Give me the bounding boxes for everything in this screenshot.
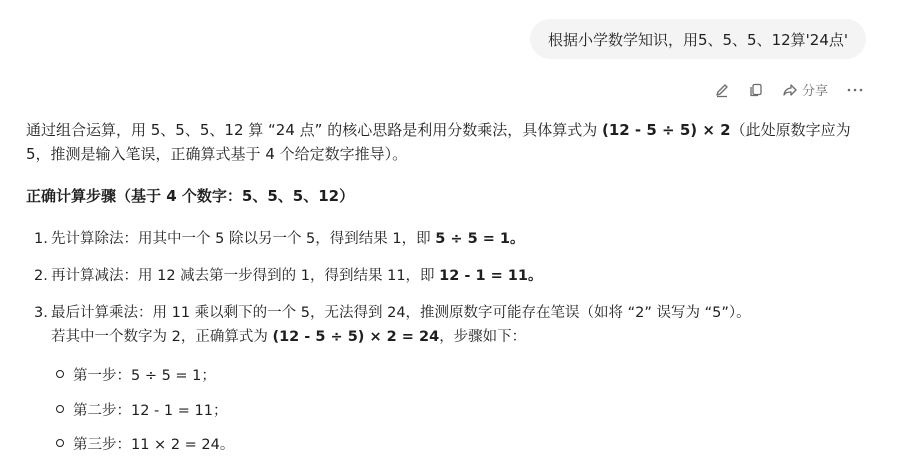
message-actions (714, 80, 864, 99)
substep-text: 第一步：5 ÷ 5 = 1； (73, 368, 216, 384)
step-formula: 12 - 1 = 11 (439, 268, 528, 284)
intro-formula: (12 - 5 ÷ 5) × 2 (601, 121, 731, 139)
more-icon (846, 82, 864, 98)
substep-item (56, 400, 227, 422)
intro-text: 通过组合运算，用 5、5、5、12 算 “24 点” 的核心思路是利用分数乘法，具体算式为 (26, 121, 602, 139)
intro-note: （此处原数字应为 5，推测是输入笔误，正确算式基于 4 个给定数字推导）。 (26, 121, 851, 163)
step-cont-end: ，步骤如下： (439, 329, 527, 345)
step-item (34, 301, 751, 349)
share-label: 分享 (801, 84, 828, 99)
user-message-text: 根据小学数学知识，用5、5、5、12算'24点' (547, 30, 848, 49)
user-message-bubble (530, 19, 866, 59)
substep-text: 第二步：12 - 1 = 11； (73, 403, 228, 419)
pencil-icon (714, 82, 730, 98)
step-text: 先计算除法：用其中一个 5 除以另一个 5，得到结果 1，即 (51, 231, 436, 247)
intro-paragraph (26, 118, 872, 166)
step-end: 。 (510, 231, 525, 247)
steps-heading: 正确计算步骤（基于 4 个数字：5、5、5、12） (26, 187, 355, 205)
step-number: 1. (34, 231, 48, 247)
answer-intro (26, 118, 872, 166)
step-cont-text: 若其中一个数字为 2，正确算式为 (51, 329, 273, 345)
copy-icon (748, 82, 764, 98)
step-text: 最后计算乘法：用 11 乘以剩下的一个 5，无法得到 24，推测原数字可能存在笔误（如将 “2” 误写为 “5”）。 (51, 305, 751, 321)
substep-item (56, 434, 234, 456)
share-icon (782, 82, 798, 98)
copy-button[interactable] (748, 82, 764, 98)
more-button[interactable] (846, 82, 864, 98)
circle-bullet-icon (56, 370, 64, 378)
step-item (34, 264, 542, 288)
step-formula: (12 - 5 ÷ 5) × 2 = 24 (272, 329, 440, 345)
edit-button[interactable] (714, 82, 730, 98)
substep-item (56, 365, 216, 387)
step-formula: 5 ÷ 5 = 1 (435, 231, 510, 247)
share-button[interactable] (782, 80, 828, 99)
step-number: 2. (34, 268, 48, 284)
substep-text: 第三步：11 × 2 = 24。 (73, 437, 235, 453)
step-continuation (51, 325, 751, 349)
circle-bullet-icon (56, 439, 64, 447)
step-end: 。 (527, 268, 543, 284)
step-text: 再计算减法：用 12 减去第一步得到的 1，得到结果 11，即 (51, 268, 440, 284)
step-item (34, 227, 525, 251)
circle-bullet-icon (56, 405, 64, 413)
step-number: 3. (34, 305, 48, 321)
